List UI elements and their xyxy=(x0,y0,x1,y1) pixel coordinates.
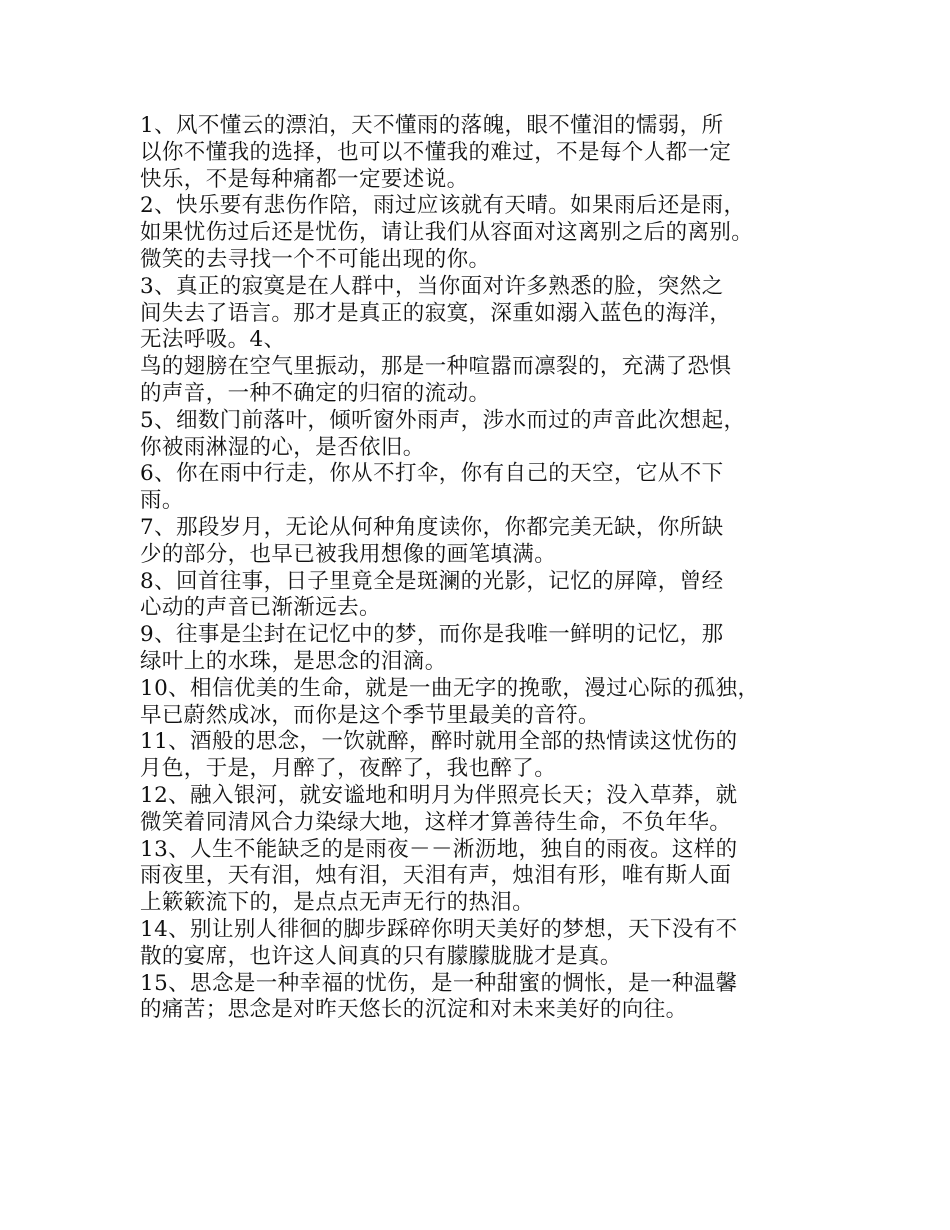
text-line: 心动的声音已渐渐远去。 xyxy=(140,595,381,621)
text-line: 10、相信优美的生命，就是一曲无字的挽歌，漫过心际的孤独， xyxy=(140,675,760,701)
text-line: 雨。 xyxy=(140,488,184,514)
text-line: 如果忧伤过后还是忧伤，请让我们从容面对这离别之后的离别。 xyxy=(140,220,754,246)
text-line: 的痛苦；思念是对昨天悠长的沉淀和对未来美好的向往。 xyxy=(140,997,688,1023)
text-line: 3、真正的寂寞是在人群中，当你面对许多熟悉的脸，突然之 xyxy=(140,273,724,299)
text-line: 鸟的翅膀在空气里振动，那是一种喧嚣而凛裂的，充满了恐惧 xyxy=(140,354,732,380)
text-line: 9、往事是尘封在记忆中的梦，而你是我唯一鲜明的记忆，那 xyxy=(140,622,724,648)
text-line: 绿叶上的水珠，是思念的泪滴。 xyxy=(140,648,447,674)
text-line: 11、酒般的思念，一饮就醉，醉时就用全部的热情读这忧伤的 xyxy=(140,729,738,755)
text-line: 12、融入银河，就安谧地和明月为伴照亮长天；没入草莽，就 xyxy=(140,782,738,808)
text-line: 6、你在雨中行走，你从不打伞，你有自己的天空，它从不下 xyxy=(140,461,724,487)
text-line: 间失去了语言。那才是真正的寂寞，深重如溺入蓝色的海洋， xyxy=(140,300,732,326)
text-line: 5、细数门前落叶，倾听窗外雨声，涉水而过的声音此次想起， xyxy=(140,407,746,433)
text-line: 1、风不懂云的漂泊，天不懂雨的落魄，眼不懂泪的懦弱，所 xyxy=(140,113,724,138)
text-line: 少的部分，也早已被我用想像的画笔填满。 xyxy=(140,541,557,567)
text-line: 散的宴席，也许这人间真的只有朦朦胧胧才是真。 xyxy=(140,943,622,969)
text-line: 你被雨淋湿的心，是否依旧。 xyxy=(140,434,425,460)
text-line: 微笑的去寻找一个不可能出现的你。 xyxy=(140,246,491,272)
text-line: 早已蔚然成冰，而你是这个季节里最美的音符。 xyxy=(140,702,600,728)
text-line: 微笑着同清风合力染绿大地，这样才算善待生命，不负年华。 xyxy=(140,809,732,835)
text-line: 13、人生不能缺乏的是雨夜－－淅沥地，独自的雨夜。这样的 xyxy=(140,836,738,862)
text-line: 2、快乐要有悲伤作陪，雨过应该就有天晴。如果雨后还是雨， xyxy=(140,193,746,219)
text-line: 15、思念是一种幸福的忧伤，是一种甜蜜的惆怅，是一种温馨 xyxy=(140,970,738,996)
document-body xyxy=(140,113,830,1024)
text-line: 无法呼吸。4、 xyxy=(140,327,286,353)
text-line: 以你不懂我的选择，也可以不懂我的难过，不是每个人都一定 xyxy=(140,139,732,165)
text-line: 月色，于是，月醉了，夜醉了，我也醉了。 xyxy=(140,756,557,782)
text-line: 快乐，不是每种痛都一定要述说。 xyxy=(140,166,469,192)
text-line: 8、回首往事，日子里竟全是斑澜的光影，记忆的屏障，曾经 xyxy=(140,568,724,594)
text-line: 上簌簌流下的，是点点无声无行的热泪。 xyxy=(140,890,535,916)
text-line: 7、那段岁月，无论从何种角度读你，你都完美无缺，你所缺 xyxy=(140,514,724,540)
text-line: 的声音，一种不确定的归宿的流动。 xyxy=(140,380,491,406)
text-line: 雨夜里，天有泪，烛有泪，天泪有声，烛泪有形，唯有斯人面 xyxy=(140,863,732,889)
text-line: 14、别让别人徘徊的脚步踩碎你明天美好的梦想，天下没有不 xyxy=(140,916,738,942)
